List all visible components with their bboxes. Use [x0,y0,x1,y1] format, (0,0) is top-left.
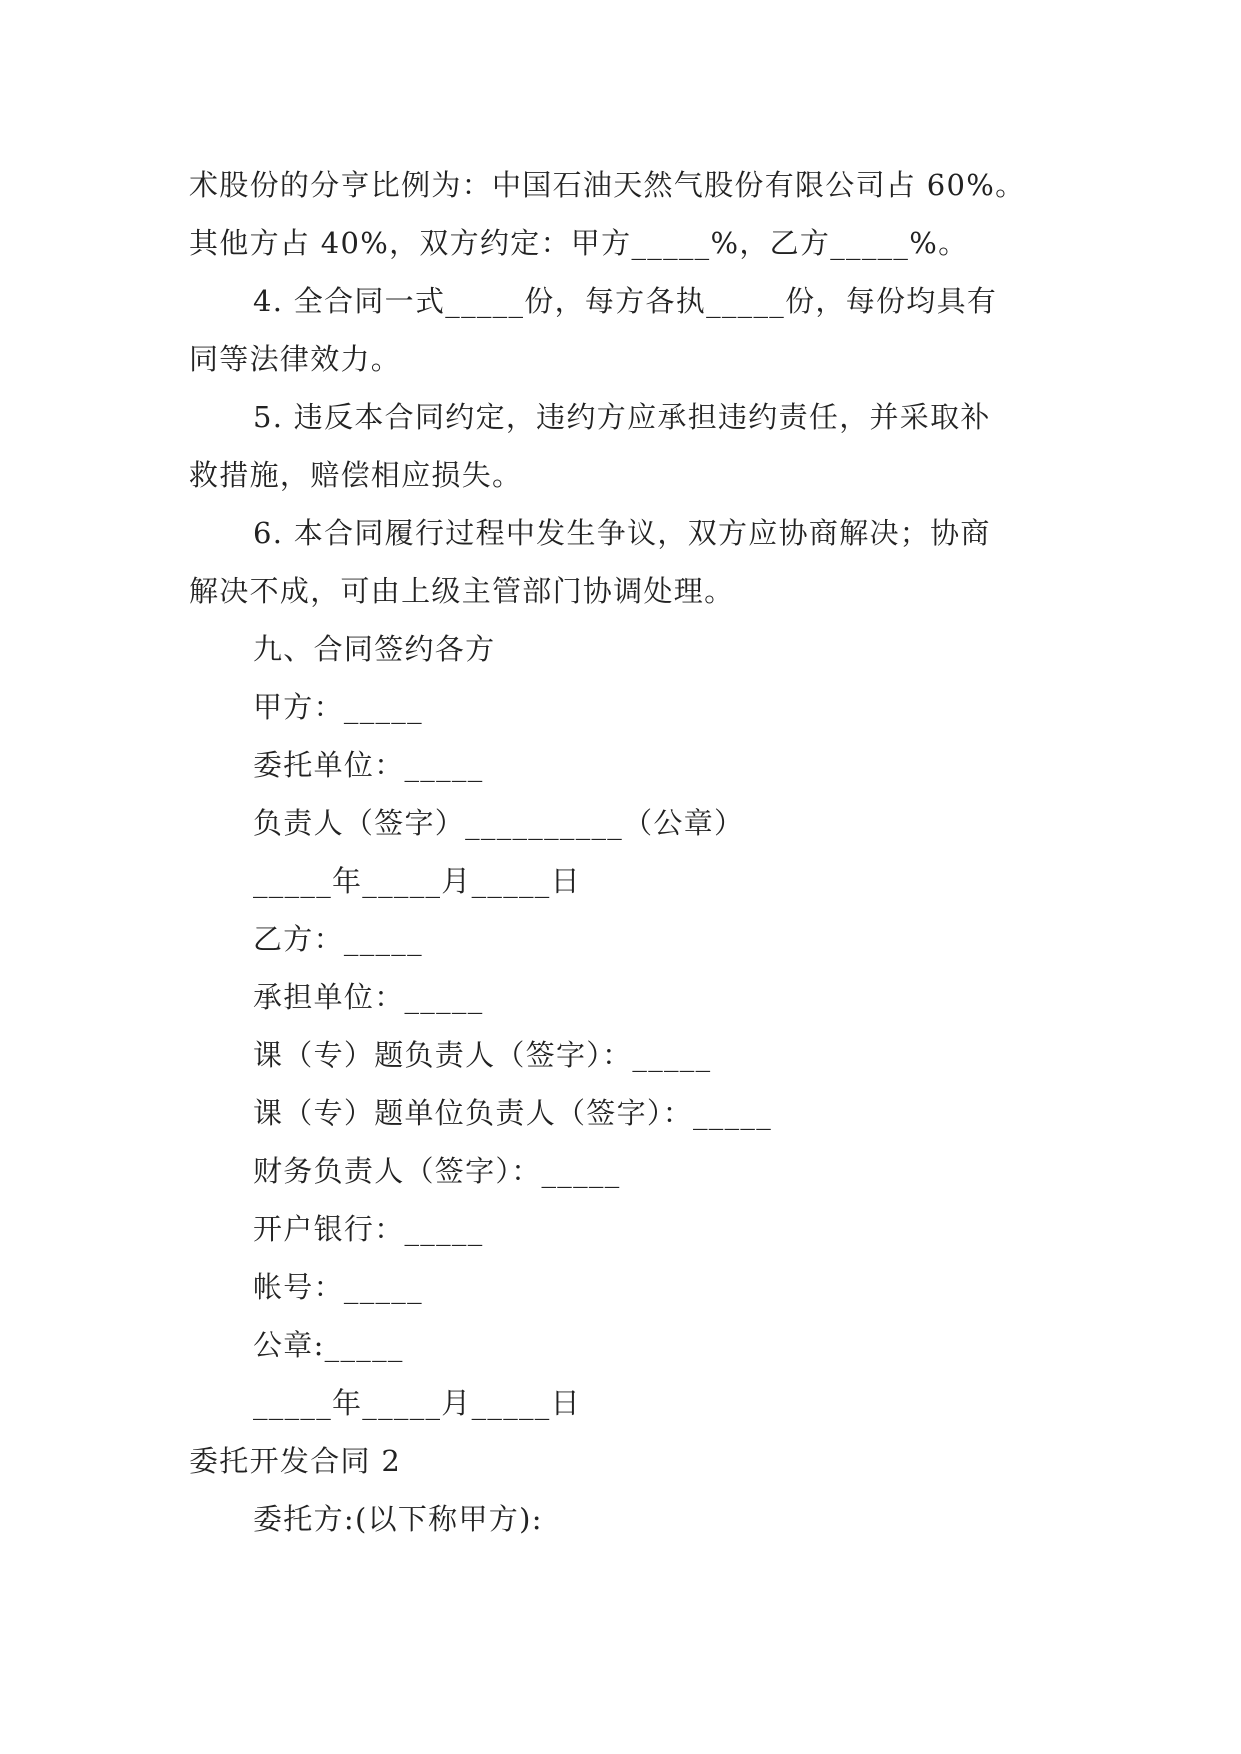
party-a-line: 甲方：_____ [253,690,423,724]
paragraph-line: 术股份的分亨比例为：中国石油天然气股份有限公司占 60%。 [189,168,1026,202]
bank-line: 开户银行：_____ [253,1212,484,1246]
party-a-date-line: _____年_____月_____日 [253,864,581,898]
project-unit-leader-signature-line: 课（专）题单位负责人（签字）：_____ [253,1096,773,1130]
paragraph-line: 救措施，赔偿相应损失。 [189,458,523,492]
account-number-line: 帐号：_____ [253,1270,423,1304]
section-heading: 九、合同签约各方 [253,632,496,666]
clause-4-line: 4. 全合同一式_____份，每方各执_____份，每份均具有 [253,284,998,318]
party-b-line: 乙方：_____ [253,922,423,956]
paragraph-line: 解决不成，可由上级主管部门协调处理。 [189,574,735,608]
client-line: 委托方:(以下称甲方): [253,1502,543,1536]
commissioning-unit-line: 委托单位：_____ [253,748,484,782]
project-leader-signature-line: 课（专）题负责人（签字）：_____ [253,1038,712,1072]
seal-line: 公章:_____ [253,1328,404,1362]
party-b-date-line: _____年_____月_____日 [253,1386,581,1420]
party-a-signature-line: 负责人（签字）__________（公章） [253,806,745,840]
clause-5-line: 5. 违反本合同约定，违约方应承担违约责任，并采取补 [253,400,991,434]
undertaking-unit-line: 承担单位：_____ [253,980,484,1014]
finance-leader-signature-line: 财务负责人（签字）：_____ [253,1154,621,1188]
clause-6-line: 6. 本合同履行过程中发生争议，双方应协商解决；协商 [253,516,991,550]
paragraph-line: 同等法律效力。 [189,342,402,376]
contract-2-heading: 委托开发合同 2 [189,1444,402,1478]
paragraph-line: 其他方占 40%，双方约定：甲方_____%，乙方_____%。 [189,226,969,260]
